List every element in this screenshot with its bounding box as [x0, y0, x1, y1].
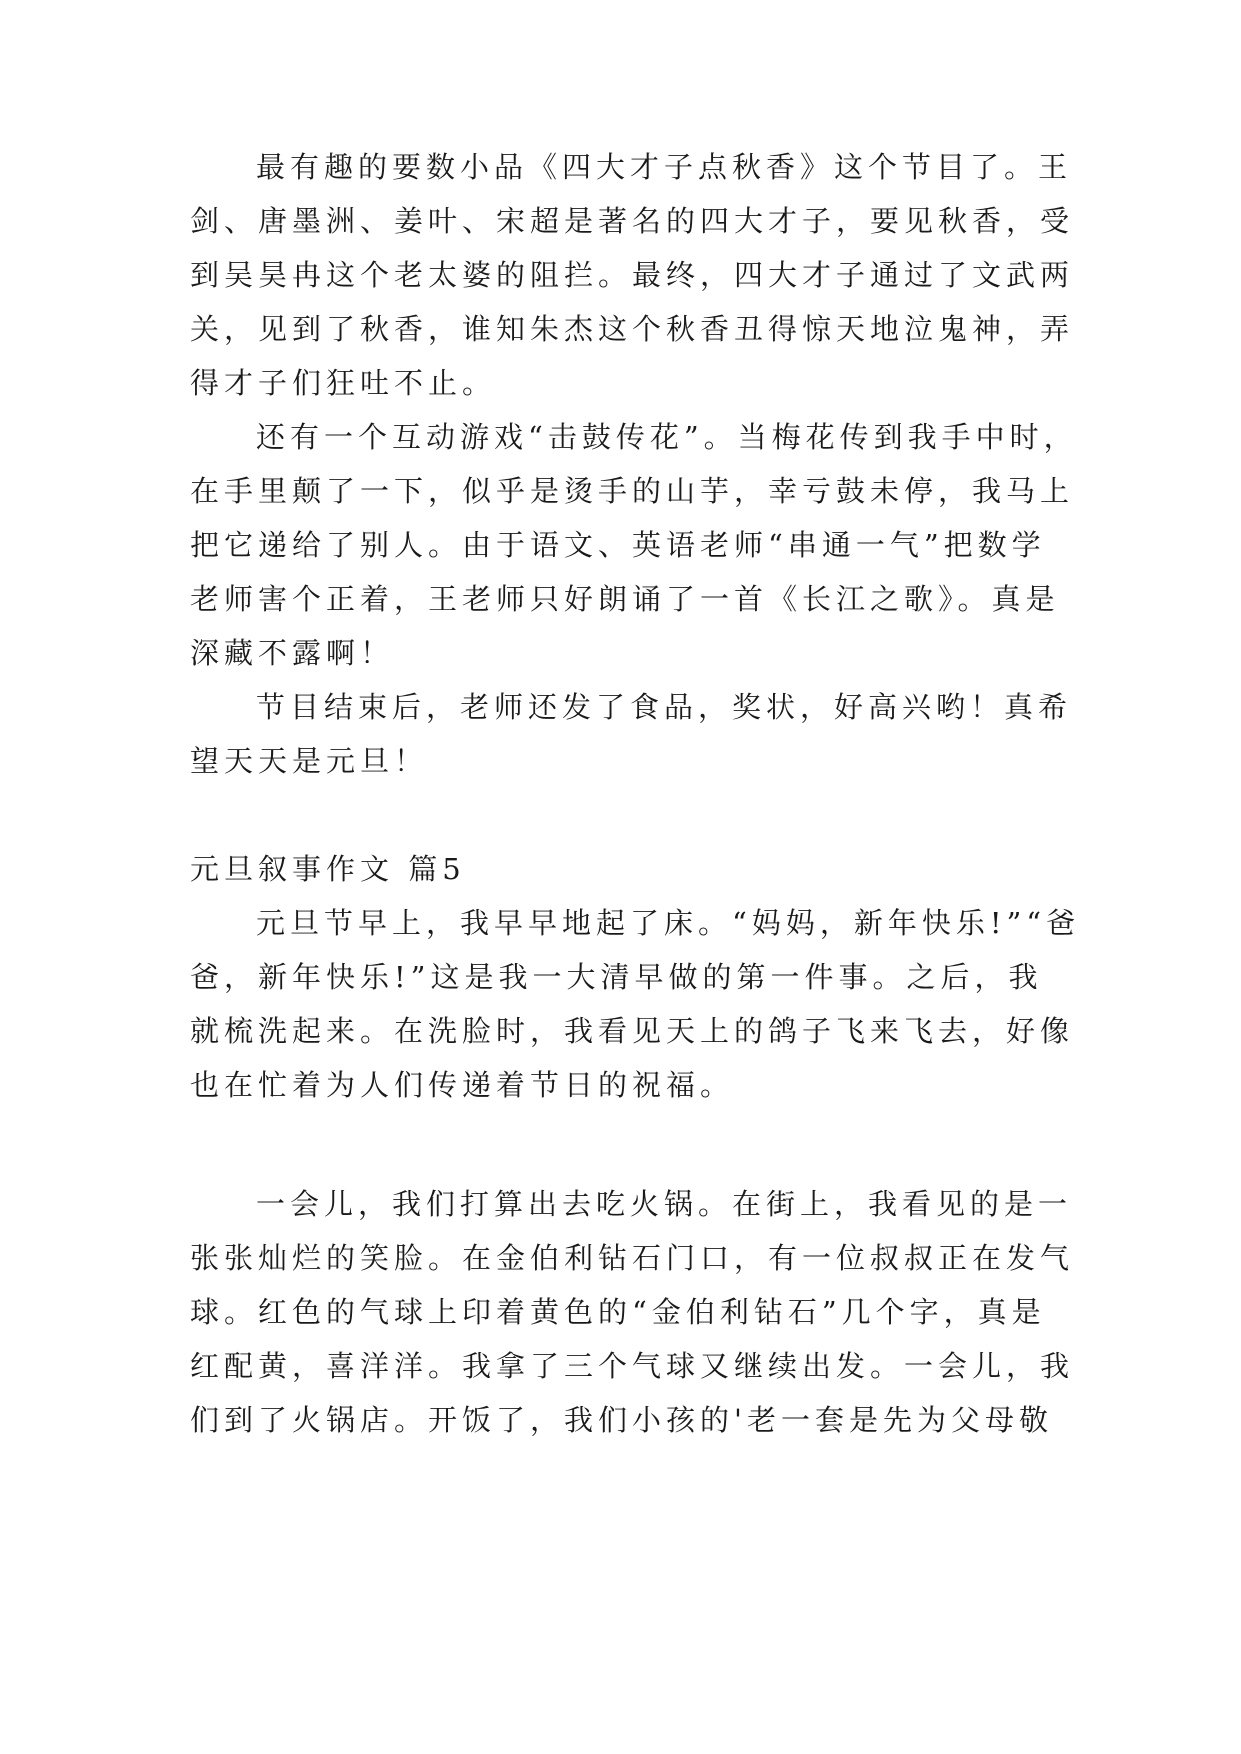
- section5-paragraph-2-line-4: 红配黄，喜洋洋。我拿了三个气球又继续出发。一会儿，我: [190, 1349, 1075, 1383]
- paragraph-1-line-1: 最有趣的要数小品《四大才子点秋香》这个节目了。王: [256, 150, 1073, 184]
- paragraph-2-line-2: 在手里颠了一下，似乎是烫手的山芋，幸亏鼓未停，我马上: [190, 474, 1075, 508]
- section5-paragraph-1-line-4: 也在忙着为人们传递着节日的祝福。: [190, 1068, 735, 1102]
- paragraph-2-line-4: 老师害个正着，王老师只好朗诵了一首《长江之歌》。真是: [190, 582, 1060, 616]
- paragraph-1-line-5: 得才子们狂吐不止。: [190, 366, 497, 400]
- paragraph-1-line-2: 剑、唐墨洲、姜叶、宋超是著名的四大才子，要见秋香，受: [190, 204, 1075, 238]
- paragraph-1-line-3: 到吴昊冉这个老太婆的阻拦。最终，四大才子通过了文武两: [190, 258, 1075, 292]
- section5-paragraph-2-line-2: 张张灿烂的笑脸。在金伯利钻石门口，有一位叔叔正在发气: [190, 1241, 1075, 1275]
- section5-paragraph-1-line-2: 爸，新年快乐!”这是我一大清早做的第一件事。之后，我: [190, 960, 1043, 994]
- paragraph-2-line-1: 还有一个互动游戏“击鼓传花”。当梅花传到我手中时，: [256, 420, 1078, 454]
- paragraph-3-line-1: 节目结束后，老师还发了食品，奖状，好高兴哟！真希: [256, 690, 1073, 724]
- section5-paragraph-1-line-1: 元旦节早上，我早早地起了床。“妈妈，新年快乐!”“爸: [256, 906, 1081, 940]
- section-heading: 元旦叙事作文 篇5: [190, 852, 466, 886]
- section5-paragraph-2-line-3: 球。红色的气球上印着黄色的“金伯利钻石”几个字，真是: [190, 1295, 1046, 1329]
- paragraph-1-line-4: 关，见到了秋香，谁知朱杰这个秋香丑得惊天地泣鬼神，弄: [190, 312, 1075, 346]
- section5-paragraph-2-line-5: 们到了火锅店。开饭了，我们小孩的'老一套是先为父母敬: [190, 1403, 1053, 1437]
- paragraph-3-line-2: 望天天是元旦！: [190, 744, 429, 778]
- paragraph-2-line-5: 深藏不露啊！: [190, 636, 395, 670]
- section5-paragraph-1-line-3: 就梳洗起来。在洗脸时，我看见天上的鸽子飞来飞去，好像: [190, 1014, 1075, 1048]
- section5-paragraph-2-line-1: 一会儿，我们打算出去吃火锅。在街上，我看见的是一: [256, 1187, 1073, 1221]
- paragraph-2-line-3: 把它递给了别人。由于语文、英语老师“串通一气”把数学: [190, 528, 1046, 562]
